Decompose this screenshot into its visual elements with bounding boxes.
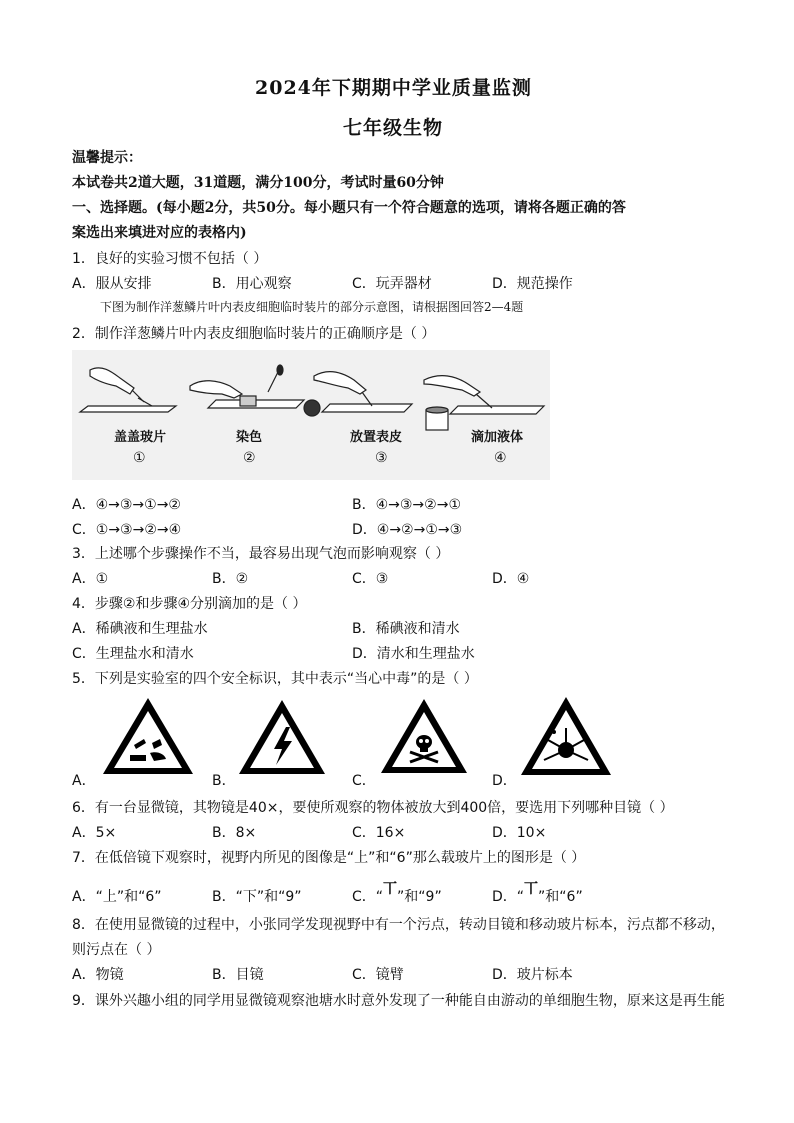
step2-label: 染色 xyxy=(236,430,263,445)
q2-option-a: A．④→③→①→② xyxy=(72,497,181,513)
q4-option-d: D．清水和生理盐水 xyxy=(352,646,475,662)
step4-number: ④ xyxy=(494,450,507,466)
q7-option-d xyxy=(492,881,583,906)
q7-option-c-prefix: C．“ xyxy=(352,889,384,905)
q7-option-c xyxy=(352,881,442,906)
q6-option-b: B．8× xyxy=(212,825,257,841)
q2-stem: 2．制作洋葱鳞片叶内表皮细胞临时装片的正确顺序是（ ） xyxy=(72,326,436,342)
q3-option-b: B．② xyxy=(212,571,249,587)
q4-option-b: B．稀碘液和清水 xyxy=(352,621,460,637)
q2-option-b: B．④→③→②→① xyxy=(352,497,461,513)
q5-stem: 5．下列是实验室的四个安全标识，其中表示“当心中毒”的是（ ） xyxy=(72,671,478,687)
q3-stem: 3．上述哪个步骤操作不当，最容易出现气泡而影响观察（ ） xyxy=(72,546,450,562)
q1-option-c: C．玩弄器材 xyxy=(352,276,432,292)
section1-line2: 案选出来填进对应的表格内) xyxy=(72,225,247,241)
q7-option-d-prefix: D．“ xyxy=(492,889,525,905)
q8-stem-line2: 则污点在（ ） xyxy=(72,942,161,958)
section1-line1: 一、选择题。(每小题2分，共50分。每小题只有一个符合题意的选项，请将各题正确的答 xyxy=(72,200,626,216)
q6-stem: 6．有一台显微镜，其物镜是40×，要使所观察的物体被放大到400倍，要选用下列哪种目镜（ ） xyxy=(72,800,674,816)
q1-option-d: D．规范操作 xyxy=(492,276,573,292)
q8-option-a: A．物镜 xyxy=(72,967,124,983)
step1-label: 盖盖玻片 xyxy=(114,430,167,445)
q7-option-d-suffix: ”和“6” xyxy=(538,889,583,905)
q8-option-d: D．玻片标本 xyxy=(492,967,573,983)
figure-note: 下图为制作洋葱鳞片叶内表皮细胞临时装片的部分示意图，请根据图回答2—4题 xyxy=(100,300,524,314)
q8-option-c: C．镜臂 xyxy=(352,967,404,983)
q1-option-b: B．用心观察 xyxy=(212,276,292,292)
q4-stem: 4．步骤②和步骤④分别滴加的是（ ） xyxy=(72,596,307,612)
q8-option-b: B．目镜 xyxy=(212,967,264,983)
explosive-sign-icon xyxy=(518,694,614,778)
q1-stem: 1．良好的实验习惯不包括（ ） xyxy=(72,251,268,267)
q3-option-a: A．① xyxy=(72,571,109,587)
poison-sign-icon xyxy=(378,696,470,776)
q7-option-a: A．“上”和“6” xyxy=(72,889,162,905)
electric-hazard-sign-icon xyxy=(236,697,328,777)
q5-option-c: C． xyxy=(352,773,376,789)
q5-option-d: D． xyxy=(492,773,517,789)
q5-option-b: B． xyxy=(212,773,236,789)
q4-option-c: C．生理盐水和清水 xyxy=(72,646,194,662)
q6-option-c: C．16× xyxy=(352,825,406,841)
q6-option-d: D．10× xyxy=(492,825,547,841)
q3-option-c: C．③ xyxy=(352,571,389,587)
step4-label: 滴加液体 xyxy=(471,430,524,445)
step3-number: ③ xyxy=(375,450,388,466)
step2-number: ② xyxy=(243,450,256,466)
q9-stem: 9．课外兴趣小组的同学用显微镜观察池塘水时意外发现了一种能自由游动的单细胞生物，原来这是再生能 xyxy=(72,993,725,1009)
q7-stem: 7．在低倍镜下观察时，视野内所见的图像是“上”和“6”那么载玻片上的图形是（ ） xyxy=(72,850,586,866)
page-subtitle: 七年级生物 xyxy=(343,117,444,139)
step3-label: 放置表皮 xyxy=(350,430,403,445)
page-title: 2024年下期期中学业质量监测 xyxy=(255,77,532,99)
q7-option-d-glyph: 丅 xyxy=(524,881,539,897)
tips-label: 温馨提示： xyxy=(72,150,142,166)
q3-option-d: D．④ xyxy=(492,571,530,587)
q4-option-a: A．稀碘液和生理盐水 xyxy=(72,621,208,637)
corrosive-sign-icon xyxy=(100,695,196,777)
q7-option-b: B．“下”和“9” xyxy=(212,889,302,905)
q7-option-c-suffix: ”和“9” xyxy=(397,889,442,905)
q8-stem-line1: 8．在使用显微镜的过程中，小张同学发现视野中有一个污点，转动目镜和移动玻片标本，污点都不移动， xyxy=(72,917,725,933)
q1-option-a: A．服从安排 xyxy=(72,276,152,292)
q7-option-c-glyph: 丅 xyxy=(383,881,398,897)
q2-option-c: C．①→③→②→④ xyxy=(72,522,182,538)
step1-number: ① xyxy=(133,450,146,466)
q2-option-d: D．④→②→①→③ xyxy=(352,522,463,538)
q5-option-a: A． xyxy=(72,773,96,789)
tips-line: 本试卷共2道大题，31道题，满分100分，考试时量60分钟 xyxy=(72,175,444,191)
q6-option-a: A．5× xyxy=(72,825,117,841)
